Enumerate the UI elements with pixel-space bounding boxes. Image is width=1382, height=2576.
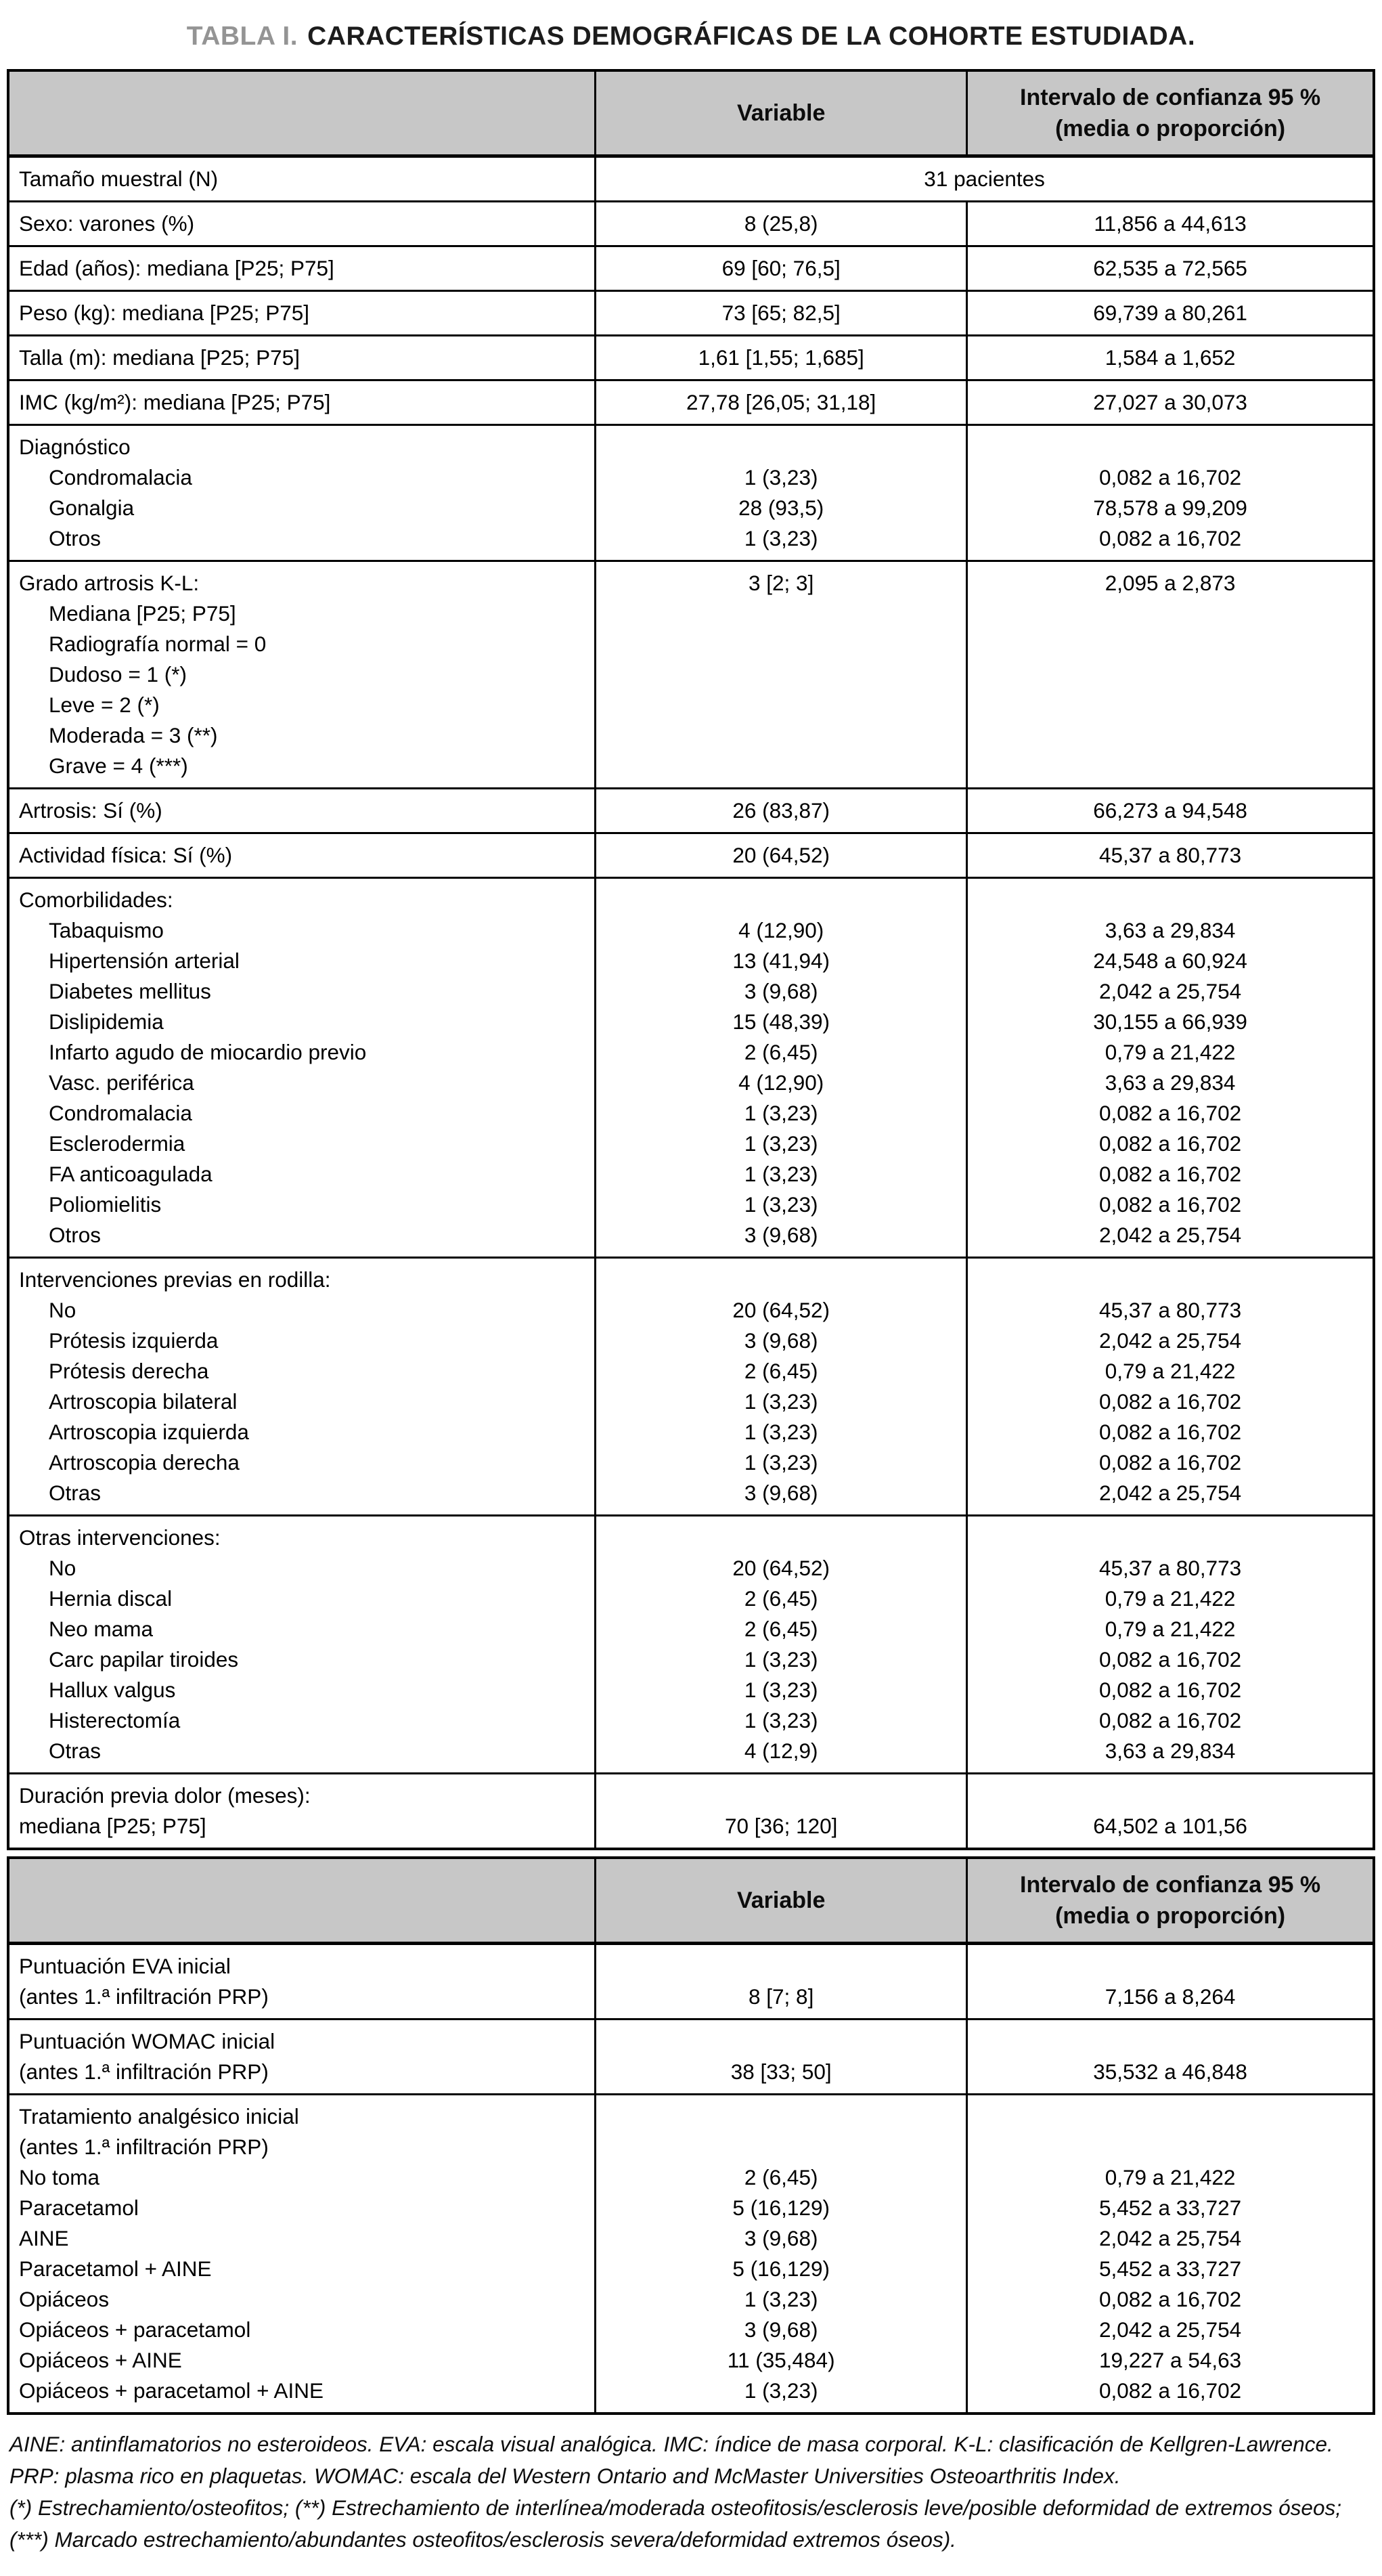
row-ci-cell — [967, 878, 1374, 1258]
row-label-cell — [8, 833, 596, 878]
ci-line: 45,37 a 80,773 — [1098, 1556, 1242, 1580]
row-variable-cell — [596, 789, 967, 833]
label-line: Moderada = 3 (**) — [49, 723, 218, 747]
row-label-cell — [8, 789, 596, 833]
table-row — [8, 2020, 1374, 2095]
variable-line — [606, 2132, 956, 2162]
label-line: Intervenciones previas en rodilla: — [19, 1267, 331, 1292]
label-line: Leve = 2 (*) — [49, 693, 160, 717]
ci-line: 35,532 a 46,848 — [1093, 2059, 1247, 2084]
ci-line — [977, 2026, 1363, 2057]
label-line: Otras — [49, 1481, 102, 1505]
variable-line: 2 (6,45) — [744, 1040, 818, 1064]
row-ci-cell — [967, 380, 1374, 425]
label-line: No — [49, 1298, 76, 1322]
variable-line: 69 [60; 76,5] — [721, 256, 841, 280]
label-line: Poliomielitis — [49, 1192, 162, 1217]
row-label-cell — [8, 2020, 596, 2095]
variable-line: 1 (3,23) — [744, 1389, 818, 1414]
ci-line: 0,082 a 16,702 — [1098, 526, 1242, 550]
label-line: Peso (kg): mediana [P25; P75] — [19, 301, 309, 325]
label-line: Otras intervenciones: — [19, 1525, 221, 1550]
row-ci-cell — [967, 1516, 1374, 1774]
label-line: Diagnóstico — [19, 435, 131, 459]
variable-line: 4 (12,90) — [738, 918, 824, 942]
row-span-value: 31 pacientes — [596, 156, 1374, 202]
variable-line: 3 (9,68) — [744, 2226, 818, 2250]
ci-line: 0,79 a 21,422 — [1105, 1040, 1236, 1064]
variable-line: 2 (6,45) — [744, 2165, 818, 2189]
header-blank-cell — [8, 70, 596, 156]
ci-line: 45,37 a 80,773 — [1098, 1298, 1242, 1322]
header-ci-line-1: Intervalo de confianza 95 % — [1020, 85, 1321, 110]
label-line: Diabetes mellitus — [49, 979, 211, 1003]
header-ci-line-2: (media o proporción) — [1055, 1903, 1286, 1929]
ci-line — [977, 2132, 1363, 2162]
ci-line: 30,155 a 66,939 — [1093, 1009, 1247, 1034]
label-line: mediana [P25; P75] — [19, 1814, 206, 1838]
header-row — [8, 70, 1374, 156]
variable-line: 20 (64,52) — [732, 843, 830, 867]
ci-line — [977, 885, 1363, 915]
variable-line: 3 (9,68) — [744, 1481, 818, 1505]
label-line: Prótesis derecha — [49, 1359, 209, 1383]
label-line: Puntuación WOMAC inicial — [19, 2029, 275, 2053]
variable-line: 4 (12,90) — [738, 1070, 824, 1095]
ci-line: 0,082 a 16,702 — [1098, 1647, 1242, 1672]
row-ci-cell — [967, 789, 1374, 833]
row-variable-cell — [596, 1258, 967, 1516]
ci-line — [977, 1265, 1363, 1295]
ci-line: 27,027 a 30,073 — [1093, 390, 1247, 414]
ci-line: 45,37 a 80,773 — [1098, 843, 1242, 867]
row-variable-cell — [596, 833, 967, 878]
label-line: (antes 1.ª infiltración PRP) — [19, 2135, 269, 2159]
header-ci-line-1: Intervalo de confianza 95 % — [1020, 1872, 1321, 1898]
ci-line: 11,856 a 44,613 — [1094, 211, 1247, 236]
ci-line: 0,082 a 16,702 — [1098, 1192, 1242, 1217]
ci-line: 0,79 a 21,422 — [1105, 1359, 1236, 1383]
row-variable-cell — [596, 380, 967, 425]
variable-line: 20 (64,52) — [732, 1298, 830, 1322]
header-blank-cell — [8, 1858, 596, 1944]
ci-line: 0,082 a 16,702 — [1098, 1420, 1242, 1444]
row-ci-cell — [967, 291, 1374, 336]
variable-line: 1 (3,23) — [744, 1192, 818, 1217]
table-row — [8, 789, 1374, 833]
label-line: Paracetamol — [19, 2196, 139, 2220]
demographics-table-body — [8, 156, 1374, 1850]
label-line: Histerectomía — [49, 1708, 181, 1732]
table-row — [8, 561, 1374, 789]
label-line: Tamaño muestral (N) — [19, 167, 219, 191]
ci-line: 3,63 a 29,834 — [1105, 918, 1236, 942]
variable-line: 3 (9,68) — [744, 979, 818, 1003]
row-label-cell — [8, 1774, 596, 1850]
row-variable-cell — [596, 2020, 967, 2095]
table-row — [8, 202, 1374, 246]
ci-line: 5,452 a 33,727 — [1098, 2256, 1242, 2281]
variable-line: 70 [36; 120] — [724, 1814, 838, 1838]
variable-line: 1 (3,23) — [744, 526, 818, 550]
variable-line: 1 (3,23) — [744, 465, 818, 489]
table-row — [8, 336, 1374, 380]
ci-line: 0,79 a 21,422 — [1105, 1586, 1236, 1611]
title-caption: CARACTERÍSTICAS DEMOGRÁFICAS DE LA COHORTE ESTUDIADA. — [307, 22, 1196, 51]
ci-line: 7,156 a 8,264 — [1105, 1984, 1236, 2009]
baseline-scores-table-body — [8, 1944, 1374, 2414]
row-ci-cell — [967, 425, 1374, 561]
ci-line: 64,502 a 101,56 — [1093, 1814, 1247, 1838]
variable-line: 5 (16,129) — [732, 2196, 830, 2220]
row-label-cell — [8, 1258, 596, 1516]
row-label-cell — [8, 380, 596, 425]
ci-line: 2,042 a 25,754 — [1098, 979, 1242, 1003]
row-ci-cell — [967, 246, 1374, 291]
ci-line: 0,082 a 16,702 — [1098, 2287, 1242, 2311]
header-ci-cell — [967, 70, 1374, 156]
row-variable-cell — [596, 1516, 967, 1774]
label-line: Vasc. periférica — [49, 1070, 194, 1095]
variable-line — [606, 2101, 956, 2132]
table-row — [8, 246, 1374, 291]
ci-line: 0,082 a 16,702 — [1098, 1450, 1242, 1475]
variable-line: 27,78 [26,05; 31,18] — [686, 390, 876, 414]
header-ci-cell — [967, 1858, 1374, 1944]
row-variable-cell — [596, 425, 967, 561]
table-row — [8, 833, 1374, 878]
label-line: No — [49, 1556, 76, 1580]
label-line: Grado artrosis K-L: — [19, 571, 200, 595]
row-label-cell — [8, 425, 596, 561]
header-row — [8, 1858, 1374, 1944]
label-line: Hipertensión arterial — [49, 948, 240, 973]
row-label-cell — [8, 561, 596, 789]
label-line: Prótesis izquierda — [49, 1328, 219, 1353]
header-variable-cell: Variable — [596, 1858, 967, 1944]
table-row — [8, 1944, 1374, 2020]
ci-line: 0,082 a 16,702 — [1098, 1389, 1242, 1414]
table-row — [8, 156, 1374, 202]
ci-line: 69,739 a 80,261 — [1093, 301, 1247, 325]
label-line: Otros — [49, 526, 102, 550]
row-variable-cell — [596, 291, 967, 336]
variable-line: 8 [7; 8] — [749, 1984, 814, 2009]
ci-line: 66,273 a 94,548 — [1093, 798, 1247, 823]
label-line: FA anticoagulada — [49, 1162, 213, 1186]
label-line: Sexo: varones (%) — [19, 211, 195, 236]
label-line: Condromalacia — [49, 1101, 192, 1125]
variable-line: 3 (9,68) — [744, 1223, 818, 1247]
row-variable-cell — [596, 336, 967, 380]
label-line: Artroscopia izquierda — [49, 1420, 249, 1444]
variable-line: 11 (35,484) — [727, 2348, 835, 2372]
label-line: Artroscopia bilateral — [49, 1389, 238, 1414]
label-line: Radiografía normal = 0 — [49, 632, 267, 656]
table-row — [8, 2095, 1374, 2414]
row-ci-cell — [967, 336, 1374, 380]
variable-line — [606, 885, 956, 915]
variable-line: 8 (25,8) — [744, 211, 818, 236]
label-line: (antes 1.ª infiltración PRP) — [19, 1984, 269, 2009]
row-label-cell — [8, 2095, 596, 2414]
variable-line: 13 (41,94) — [732, 948, 830, 973]
ci-line — [977, 1781, 1363, 1811]
ci-line: 3,63 a 29,834 — [1105, 1739, 1236, 1763]
label-line: Opiáceos + AINE — [19, 2348, 182, 2372]
label-line: Gonalgia — [49, 496, 135, 520]
footnotes — [9, 2428, 1373, 2556]
variable-line: 1 (3,23) — [744, 1450, 818, 1475]
variable-line: 3 [2; 3] — [749, 571, 814, 595]
title-label: TABLA I. — [186, 22, 298, 51]
row-ci-cell — [967, 2095, 1374, 2414]
ci-line: 2,042 a 25,754 — [1098, 1481, 1242, 1505]
label-line: Tabaquismo — [49, 918, 164, 942]
row-ci-cell — [967, 202, 1374, 246]
row-variable-cell — [596, 246, 967, 291]
row-label-cell — [8, 1944, 596, 2020]
ci-line — [977, 2101, 1363, 2132]
row-label-cell — [8, 336, 596, 380]
variable-line — [606, 2026, 956, 2057]
variable-line — [606, 432, 956, 462]
label-line: Dudoso = 1 (*) — [49, 662, 187, 686]
ci-line: 19,227 a 54,63 — [1098, 2348, 1242, 2372]
row-label-cell — [8, 202, 596, 246]
label-line: Mediana [P25; P75] — [49, 601, 236, 626]
label-line: IMC (kg/m²): mediana [P25; P75] — [19, 390, 331, 414]
table-row — [8, 425, 1374, 561]
label-line: Duración previa dolor (meses): — [19, 1783, 311, 1808]
row-ci-cell — [967, 1944, 1374, 2020]
variable-line: 3 (9,68) — [744, 2317, 818, 2342]
ci-line: 24,548 a 60,924 — [1093, 948, 1247, 973]
row-label-cell — [8, 156, 596, 202]
variable-line: 73 [65; 82,5] — [721, 301, 841, 325]
label-line: Artrosis: Sí (%) — [19, 798, 162, 823]
label-line: Esclerodermia — [49, 1131, 185, 1156]
ci-line — [977, 1951, 1363, 1982]
row-ci-cell — [967, 1774, 1374, 1850]
label-line: Tratamiento analgésico inicial — [19, 2104, 299, 2129]
label-line: Puntuación EVA inicial — [19, 1954, 231, 1978]
table-row — [8, 1516, 1374, 1774]
label-line: AINE — [19, 2226, 69, 2250]
ci-line: 0,082 a 16,702 — [1098, 1162, 1242, 1186]
row-variable-cell — [596, 1774, 967, 1850]
label-line: Edad (años): mediana [P25; P75] — [19, 256, 334, 280]
variable-line: 38 [33; 50] — [730, 2059, 832, 2084]
label-line: No toma — [19, 2165, 100, 2189]
variable-line: 1,61 [1,55; 1,685] — [698, 345, 864, 370]
row-variable-cell — [596, 2095, 967, 2414]
label-line: Neo mama — [49, 1617, 154, 1641]
variable-line: 1 (3,23) — [744, 1708, 818, 1732]
label-line: Talla (m): mediana [P25; P75] — [19, 345, 300, 370]
variable-line — [606, 1265, 956, 1295]
variable-line: 1 (3,23) — [744, 2378, 818, 2403]
ci-line: 0,79 a 21,422 — [1105, 2165, 1236, 2189]
ci-line: 2,042 a 25,754 — [1098, 2317, 1242, 2342]
footnote-asterisks: (*) Estrechamiento/osteofitos; (**) Estrechamiento de interlínea/moderada osteofitosis/esclerosis leve/posible deformidad de extremos óseos; (***) Marcado estrechamiento/abundantes osteofitos/esclerosis severa/deformidad extremos óseos). — [9, 2495, 1341, 2552]
ci-line: 0,082 a 16,702 — [1098, 1678, 1242, 1702]
ci-line: 0,082 a 16,702 — [1098, 1101, 1242, 1125]
row-ci-cell — [967, 833, 1374, 878]
label-line: Paracetamol + AINE — [19, 2256, 212, 2281]
row-ci-cell — [967, 2020, 1374, 2095]
row-label-cell — [8, 878, 596, 1258]
table-row — [8, 1258, 1374, 1516]
row-variable-cell — [596, 561, 967, 789]
baseline-scores-table — [7, 1856, 1375, 2415]
variable-line: 4 (12,9) — [744, 1739, 818, 1763]
ci-line: 2,095 a 2,873 — [1105, 571, 1236, 595]
label-line: Condromalacia — [49, 465, 192, 489]
variable-line: 1 (3,23) — [744, 1131, 818, 1156]
variable-line: 1 (3,23) — [744, 1647, 818, 1672]
variable-line: 15 (48,39) — [732, 1009, 830, 1034]
variable-line — [606, 1523, 956, 1553]
variable-line: 1 (3,23) — [744, 1162, 818, 1186]
variable-line: 3 (9,68) — [744, 1328, 818, 1353]
ci-line: 2,042 a 25,754 — [1098, 1223, 1242, 1247]
ci-line — [977, 1523, 1363, 1553]
label-line: Grave = 4 (***) — [49, 754, 188, 778]
ci-line: 62,535 a 72,565 — [1093, 256, 1247, 280]
variable-line: 1 (3,23) — [744, 2287, 818, 2311]
footnote-abbreviations: AINE: antinflamatorios no esteroideos. EVA: escala visual analógica. IMC: índice de masa corporal. K-L: clasificación de Kellgren-Lawrence. PRP: plasma rico en plaquetas. WOMAC: escala del Western Ontario and McMaster Universities Osteoarthritis Index. — [9, 2432, 1333, 2488]
variable-line: 28 (93,5) — [738, 496, 824, 520]
ci-line: 2,042 a 25,754 — [1098, 1328, 1242, 1353]
label-line: Comorbilidades: — [19, 888, 173, 912]
label-line: Otros — [49, 1223, 102, 1247]
label-line: Hallux valgus — [49, 1678, 176, 1702]
label-line: Opiáceos — [19, 2287, 110, 2311]
header-ci-line-2: (media o proporción) — [1055, 116, 1286, 141]
ci-line: 1,584 a 1,652 — [1105, 345, 1236, 370]
ci-line: 0,082 a 16,702 — [1098, 2378, 1242, 2403]
variable-line: 1 (3,23) — [744, 1420, 818, 1444]
ci-line: 78,578 a 99,209 — [1093, 496, 1247, 520]
table-row — [8, 291, 1374, 336]
variable-line: 1 (3,23) — [744, 1678, 818, 1702]
ci-line: 5,452 a 33,727 — [1098, 2196, 1242, 2220]
ci-line: 0,082 a 16,702 — [1098, 1131, 1242, 1156]
row-label-cell — [8, 246, 596, 291]
label-line: Otras — [49, 1739, 102, 1763]
label-line: Dislipidemia — [49, 1009, 164, 1034]
table-row — [8, 380, 1374, 425]
row-variable-cell — [596, 1944, 967, 2020]
row-variable-cell — [596, 878, 967, 1258]
row-label-cell — [8, 1516, 596, 1774]
label-line: Actividad física: Sí (%) — [19, 843, 233, 867]
variable-line — [606, 1951, 956, 1982]
row-ci-cell — [967, 561, 1374, 789]
label-line: Infarto agudo de miocardio previo — [49, 1040, 367, 1064]
table-title — [7, 22, 1375, 51]
row-variable-cell — [596, 202, 967, 246]
ci-line — [977, 432, 1363, 462]
variable-line: 2 (6,45) — [744, 1359, 818, 1383]
variable-line: 1 (3,23) — [744, 1101, 818, 1125]
label-line: Hernia discal — [49, 1586, 173, 1611]
variable-line — [606, 1781, 956, 1811]
label-line: Opiáceos + paracetamol + AINE — [19, 2378, 324, 2403]
variable-line: 2 (6,45) — [744, 1586, 818, 1611]
row-label-cell — [8, 291, 596, 336]
label-line: Opiáceos + paracetamol — [19, 2317, 251, 2342]
table-row — [8, 878, 1374, 1258]
table-row — [8, 1774, 1374, 1850]
ci-line: 0,79 a 21,422 — [1105, 1617, 1236, 1641]
label-line: Carc papilar tiroides — [49, 1647, 239, 1672]
variable-line: 20 (64,52) — [732, 1556, 830, 1580]
variable-line: 2 (6,45) — [744, 1617, 818, 1641]
label-line: (antes 1.ª infiltración PRP) — [19, 2059, 269, 2084]
ci-line: 0,082 a 16,702 — [1098, 465, 1242, 489]
variable-line: 5 (16,129) — [732, 2256, 830, 2281]
row-ci-cell — [967, 1258, 1374, 1516]
header-variable-cell: Variable — [596, 70, 967, 156]
ci-line: 0,082 a 16,702 — [1098, 1708, 1242, 1732]
variable-line: 26 (83,87) — [732, 798, 830, 823]
demographics-table — [7, 69, 1375, 1850]
ci-line: 3,63 a 29,834 — [1105, 1070, 1236, 1095]
label-line: Artroscopia derecha — [49, 1450, 240, 1475]
ci-line: 2,042 a 25,754 — [1098, 2226, 1242, 2250]
